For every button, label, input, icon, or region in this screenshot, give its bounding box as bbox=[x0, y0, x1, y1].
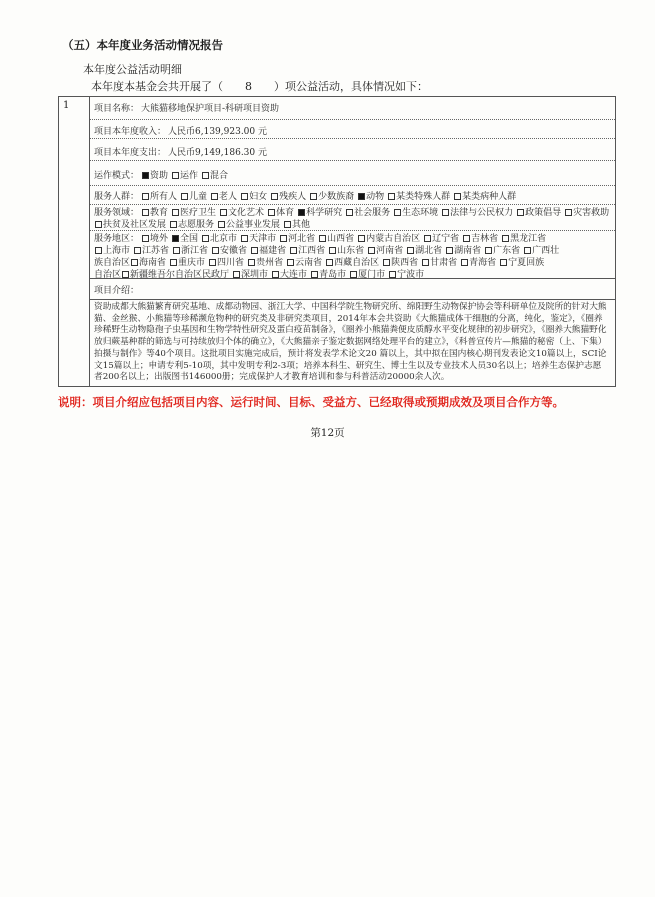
checkbox-label: 所有人 bbox=[150, 192, 178, 202]
checkbox-label: 西藏自治区 bbox=[334, 258, 380, 268]
unchecked-box-icon bbox=[454, 193, 461, 200]
count-prefix: 本年度本基金会共开展了（ bbox=[91, 80, 223, 93]
checkbox-label: 北京市 bbox=[210, 234, 238, 244]
unchecked-box-icon bbox=[517, 209, 524, 216]
checkbox-option bbox=[141, 234, 168, 244]
checkbox-option bbox=[318, 234, 354, 244]
unchecked-box-icon bbox=[346, 209, 353, 216]
intro-label: 项目介绍： bbox=[94, 286, 140, 296]
regions-line-1 bbox=[94, 233, 615, 245]
checkbox-option bbox=[345, 208, 390, 218]
unchecked-box-icon bbox=[350, 271, 357, 278]
unchecked-box-icon bbox=[170, 221, 177, 228]
checkbox-label: 浙江省 bbox=[181, 246, 209, 256]
checkbox-label: 志愿服务 bbox=[178, 220, 215, 230]
unchecked-box-icon bbox=[446, 247, 453, 254]
checkbox-option bbox=[484, 246, 520, 256]
unchecked-box-icon bbox=[326, 259, 333, 266]
checkbox-option bbox=[286, 258, 322, 268]
checkbox-option bbox=[201, 171, 228, 181]
region-label: 服务地区： bbox=[94, 234, 140, 244]
checkbox-option bbox=[133, 246, 169, 256]
checkbox-option bbox=[169, 258, 205, 268]
checkbox-option bbox=[240, 192, 267, 202]
regions-line-4: 自治区 新疆维吾尔自治区民政厅 深圳市 大连市 青岛市 厦门市 宁波市 bbox=[94, 270, 425, 280]
checkbox-option bbox=[171, 171, 198, 181]
unchecked-box-icon bbox=[172, 172, 179, 179]
checkbox-label: 运作 bbox=[180, 171, 199, 181]
checkbox-label: 内蒙古自治区 bbox=[366, 234, 421, 244]
checkbox-option bbox=[267, 208, 294, 218]
checkbox-option bbox=[406, 246, 442, 256]
unchecked-box-icon bbox=[389, 271, 396, 278]
checkbox-option bbox=[309, 192, 354, 202]
checkbox-option bbox=[201, 234, 237, 244]
checkbox-label: 福建省 bbox=[259, 246, 287, 256]
checkbox-option bbox=[501, 234, 546, 244]
checkbox-option bbox=[382, 258, 418, 268]
unchecked-box-icon bbox=[485, 247, 492, 254]
checkbox-label: 湖南省 bbox=[454, 246, 482, 256]
checkbox-option bbox=[169, 220, 214, 230]
count-suffix: ）项公益活动，具体情况如下： bbox=[274, 80, 428, 93]
checkbox-label: 其他 bbox=[292, 220, 311, 230]
checkbox-label: 山东省 bbox=[337, 246, 365, 256]
unchecked-box-icon bbox=[394, 209, 401, 216]
checkbox-label: 江苏省 bbox=[142, 246, 170, 256]
checkbox-label: 江西省 bbox=[298, 246, 326, 256]
checkbox-option bbox=[172, 246, 208, 256]
checkbox-label: 体育 bbox=[276, 208, 295, 218]
unchecked-box-icon bbox=[287, 259, 294, 266]
checkbox-label: 全国 bbox=[180, 234, 199, 244]
checkbox-label: 生态环境 bbox=[402, 208, 439, 218]
unchecked-box-icon bbox=[500, 259, 507, 266]
unchecked-box-icon bbox=[95, 221, 102, 228]
checkbox-option bbox=[387, 192, 450, 202]
checkbox-option bbox=[462, 234, 498, 244]
section-title: （五）本年度业务活动情况报告 bbox=[62, 38, 223, 52]
checkbox-label: 海南省 bbox=[139, 258, 167, 268]
checkbox-option bbox=[247, 258, 283, 268]
checkbox-label: 贵州省 bbox=[256, 258, 284, 268]
intro-text: 资助成都大熊猫繁育研究基地、成都动物园、浙江大学、中国科学院生物研究所、绵阳野生动物保护协会等科研单位及院所的针对大熊猫、金丝猴、小熊猫等珍稀濒危物种的研究类及非研究类项目，2014年本会共资助《大熊猫成体干细胞的分离，纯化，鉴定》，《圈养珍稀野生动物隐孢子虫基因和生物学特性研究及蛋白疫苗制备》，《圈养小熊猫粪便皮质醇水平变化规律的初步研究》，《圈养大熊猫野化放归蕨基种群的筛选与可持续放归个体的确立》，《大熊猫亲子鉴定数据网络处理平台的建立》，《科普宣传片—熊猫的秘密（上、下集）拍摄与制作》等40个项目。这批项目实施完成后，预计将发表学术论文20 篇以上，其中拟在国内核心期刊发表论文10篇以上，SCI论文15篇以上；申请专利5-10项，其中发明专利2-3项；培养本科生、研究生、博士生以及专业技术人员30名以上；培养生态保护志愿者200名以上；出版图书146000册；完成保护人才教育培训和参与科普活动20000余人次。 bbox=[94, 302, 607, 383]
checkbox-option bbox=[141, 192, 177, 202]
name-value: 大熊猫移地保护项目-科研项目资助 bbox=[141, 104, 280, 114]
note: 说明：项目介绍应包括项目内容、运行时间、目标、受益方、已经取得或预期成效及项目合作方等。 bbox=[58, 395, 564, 409]
checkbox-option bbox=[328, 246, 364, 256]
unchecked-box-icon bbox=[248, 259, 255, 266]
unchecked-box-icon bbox=[524, 247, 531, 254]
unchecked-box-icon bbox=[211, 193, 218, 200]
unchecked-box-icon bbox=[368, 247, 375, 254]
row-expense bbox=[90, 139, 615, 161]
unchecked-box-icon bbox=[290, 247, 297, 254]
checkbox-option bbox=[516, 208, 561, 218]
checkbox-label: 陕西省 bbox=[391, 258, 419, 268]
income-value: 人民币6,139,923.00 元 bbox=[168, 127, 267, 137]
checkbox-label: 动物 bbox=[366, 192, 385, 202]
checkbox-option bbox=[211, 246, 247, 256]
checkbox-label: 甘肃省 bbox=[430, 258, 458, 268]
checkbox-label: 医疗卫生 bbox=[180, 208, 217, 218]
income-label: 项目本年度收入： bbox=[94, 127, 167, 137]
checkbox-label: 社会服务 bbox=[354, 208, 391, 218]
unchecked-box-icon bbox=[311, 271, 318, 278]
checkbox-option bbox=[171, 234, 198, 244]
checkbox-label: 重庆市 bbox=[178, 258, 206, 268]
checked-box-icon bbox=[358, 193, 365, 200]
checkbox-label: 宁夏回族 bbox=[508, 258, 545, 268]
checkbox-option bbox=[523, 246, 559, 256]
checkbox-option bbox=[94, 246, 130, 256]
checkbox-label: 河北省 bbox=[288, 234, 316, 244]
unchecked-box-icon bbox=[218, 221, 225, 228]
checkbox-option bbox=[357, 234, 420, 244]
unchecked-box-icon bbox=[422, 259, 429, 266]
checkbox-label: 境外 bbox=[150, 234, 169, 244]
unchecked-box-icon bbox=[173, 247, 180, 254]
checkbox-label: 扶贫及社区发展 bbox=[103, 220, 167, 230]
checkbox-option bbox=[357, 192, 384, 202]
checkbox-option bbox=[460, 258, 496, 268]
unchecked-box-icon bbox=[565, 209, 572, 216]
checkbox-label: 儿童 bbox=[189, 192, 208, 202]
unchecked-box-icon bbox=[172, 209, 179, 216]
checkbox-label: 河南省 bbox=[376, 246, 404, 256]
checkbox-option bbox=[325, 258, 379, 268]
unchecked-box-icon bbox=[181, 193, 188, 200]
checkbox-label: 广东省 bbox=[493, 246, 521, 256]
unchecked-box-icon bbox=[407, 247, 414, 254]
checkbox-label: 老人 bbox=[219, 192, 238, 202]
checkbox-label: 政策倡导 bbox=[525, 208, 562, 218]
row-regions bbox=[90, 231, 615, 279]
checkbox-label: 辽宁省 bbox=[432, 234, 460, 244]
checkbox-label: 黑龙江省 bbox=[510, 234, 547, 244]
checkbox-option bbox=[279, 234, 315, 244]
row-intro-label bbox=[90, 279, 615, 300]
project-number: 1 bbox=[63, 100, 70, 111]
checkbox-option bbox=[421, 258, 457, 268]
checkbox-label: 科学研究 bbox=[306, 208, 343, 218]
row-fields bbox=[90, 205, 615, 231]
checkbox-option bbox=[283, 220, 310, 230]
unchecked-box-icon bbox=[272, 271, 279, 278]
checkbox-label: 山西省 bbox=[327, 234, 355, 244]
number-column bbox=[59, 97, 90, 386]
checkbox-label: 某类特殊人群 bbox=[396, 192, 451, 202]
checkbox-option bbox=[250, 246, 286, 256]
field-label: 服务领域： bbox=[94, 208, 140, 218]
checkbox-label: 妇女 bbox=[249, 192, 268, 202]
unchecked-box-icon bbox=[131, 259, 138, 266]
checkbox-label: 混合 bbox=[210, 171, 229, 181]
row-project-name bbox=[90, 97, 615, 120]
checkbox-label: 某类病种人群 bbox=[462, 192, 517, 202]
unchecked-box-icon bbox=[170, 259, 177, 266]
checkbox-label: 灾害救助 bbox=[573, 208, 610, 218]
checkbox-label: 青岛市 bbox=[319, 270, 347, 280]
checkbox-option bbox=[141, 208, 168, 218]
checkbox-option bbox=[564, 208, 609, 218]
checkbox-option bbox=[240, 234, 276, 244]
unchecked-box-icon bbox=[280, 235, 287, 242]
unchecked-box-icon bbox=[241, 235, 248, 242]
checkbox-option bbox=[94, 220, 166, 230]
unchecked-box-icon bbox=[251, 247, 258, 254]
row-mode bbox=[90, 161, 615, 186]
mode-options bbox=[141, 171, 231, 181]
field-options bbox=[94, 208, 612, 230]
unchecked-box-icon bbox=[220, 209, 227, 216]
checkbox-label: 四川省 bbox=[217, 258, 245, 268]
unchecked-box-icon bbox=[122, 271, 129, 278]
checkbox-label: 法律与公民权力 bbox=[450, 208, 514, 218]
checkbox-label: 资助 bbox=[150, 171, 169, 181]
checkbox-label: 新疆维吾尔自治区民政厅 bbox=[130, 270, 230, 280]
checkbox-option bbox=[130, 258, 166, 268]
row-income bbox=[90, 120, 615, 139]
checkbox-label: 安徽省 bbox=[220, 246, 248, 256]
unchecked-box-icon bbox=[134, 247, 141, 254]
checkbox-label: 湖北省 bbox=[415, 246, 443, 256]
checked-box-icon bbox=[142, 172, 149, 179]
checkbox-option bbox=[445, 246, 481, 256]
name-label: 项目名称： bbox=[94, 104, 140, 114]
checkbox-option bbox=[141, 171, 168, 181]
unchecked-box-icon bbox=[358, 235, 365, 242]
unchecked-box-icon bbox=[212, 247, 219, 254]
unchecked-box-icon bbox=[202, 235, 209, 242]
checkbox-label: 天津市 bbox=[249, 234, 277, 244]
activity-count: 8 bbox=[245, 80, 252, 93]
checkbox-label: 吉林省 bbox=[471, 234, 499, 244]
mode-label: 运作模式： bbox=[94, 171, 140, 181]
checkbox-label: 文化艺术 bbox=[228, 208, 265, 218]
checkbox-option bbox=[289, 246, 325, 256]
unchecked-box-icon bbox=[442, 209, 449, 216]
unchecked-box-icon bbox=[142, 193, 149, 200]
checkbox-option bbox=[171, 208, 216, 218]
checked-box-icon bbox=[172, 235, 179, 242]
project-table bbox=[58, 96, 616, 387]
checkbox-label: 厦门市 bbox=[358, 270, 386, 280]
checkbox-option bbox=[217, 220, 280, 230]
unchecked-box-icon bbox=[142, 209, 149, 216]
expense-value: 人民币9,149,186.30 元 bbox=[168, 148, 267, 158]
page-number: 第12页 bbox=[310, 427, 345, 439]
checkbox-label: 公益事业发展 bbox=[226, 220, 281, 230]
unchecked-box-icon bbox=[461, 259, 468, 266]
checkbox-label: 广西壮 bbox=[532, 246, 560, 256]
row-people bbox=[90, 186, 615, 205]
checkbox-option bbox=[393, 208, 438, 218]
regions-line-2 bbox=[94, 245, 615, 257]
unchecked-box-icon bbox=[233, 271, 240, 278]
checkbox-label: 青海省 bbox=[469, 258, 497, 268]
checkbox-label: 上海市 bbox=[103, 246, 131, 256]
checked-box-icon bbox=[298, 209, 305, 216]
checkbox-label: 教育 bbox=[150, 208, 169, 218]
checkbox-label: 深圳市 bbox=[241, 270, 269, 280]
checkbox-label: 云南省 bbox=[295, 258, 323, 268]
checkbox-option bbox=[297, 208, 342, 218]
expense-label: 项目本年度支出： bbox=[94, 148, 167, 158]
unchecked-box-icon bbox=[424, 235, 431, 242]
count-line bbox=[91, 78, 428, 94]
unchecked-box-icon bbox=[241, 193, 248, 200]
unchecked-box-icon bbox=[142, 235, 149, 242]
people-label: 服务人群： bbox=[94, 192, 140, 202]
checkbox-label: 宁波市 bbox=[397, 270, 425, 280]
unchecked-box-icon bbox=[502, 235, 509, 242]
unchecked-box-icon bbox=[310, 193, 317, 200]
unchecked-box-icon bbox=[319, 235, 326, 242]
unchecked-box-icon bbox=[202, 172, 209, 179]
checkbox-option bbox=[453, 192, 516, 202]
checkbox-option bbox=[208, 258, 244, 268]
unchecked-box-icon bbox=[268, 209, 275, 216]
people-options bbox=[141, 192, 519, 202]
checkbox-option bbox=[367, 246, 403, 256]
checkbox-option bbox=[499, 258, 544, 268]
unchecked-box-icon bbox=[284, 221, 291, 228]
checkbox-option bbox=[441, 208, 513, 218]
checkbox-option bbox=[180, 192, 207, 202]
checkbox-label: 残疾人 bbox=[279, 192, 307, 202]
checkbox-option bbox=[219, 208, 264, 218]
checkbox-option bbox=[270, 192, 306, 202]
unchecked-box-icon bbox=[209, 259, 216, 266]
unchecked-box-icon bbox=[463, 235, 470, 242]
subtitle: 本年度公益活动明细 bbox=[83, 63, 182, 76]
checkbox-label: 少数族裔 bbox=[318, 192, 355, 202]
unchecked-box-icon bbox=[388, 193, 395, 200]
unchecked-box-icon bbox=[329, 247, 336, 254]
checkbox-option bbox=[423, 234, 459, 244]
unchecked-box-icon bbox=[271, 193, 278, 200]
unchecked-box-icon bbox=[383, 259, 390, 266]
unchecked-box-icon bbox=[95, 247, 102, 254]
checkbox-label: 大连市 bbox=[280, 270, 308, 280]
regions-line-3: 族自治区 海南省 重庆市 四川省 贵州省 云南省 西藏自治区 陕西省 甘肃省 青海省 宁夏回族 bbox=[94, 258, 545, 268]
checkbox-option bbox=[210, 192, 237, 202]
